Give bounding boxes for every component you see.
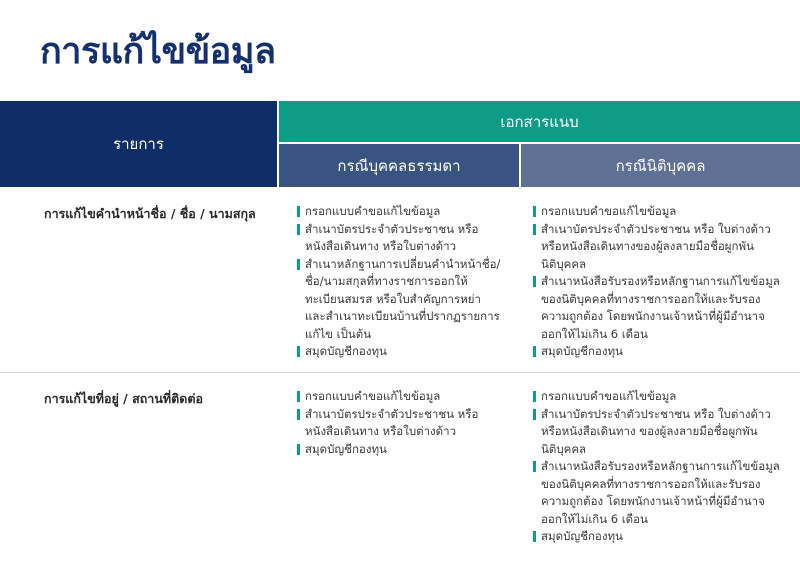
- row2-juristic-list: [533, 388, 783, 546]
- header-juristic: [521, 144, 800, 187]
- list-item: สำเนาบัตรประจำตัวประชาชน หรือ ใบต่างด้าว หรือหนังสือเดินทาง ของผู้ลงลายมือชื่อผูกพันนิติบุคคล: [533, 406, 783, 459]
- list-item: สำเนาบัตรประจำตัวประชาชน หรือหนังสือเดินทาง หรือใบต่างด้าว: [297, 406, 502, 441]
- row-label-address-change: การแก้ไขที่อยู่ / สถานที่ติดต่อ: [44, 391, 203, 406]
- header-documents: [279, 101, 800, 142]
- header-individual-label: กรณีบุคคลธรรมดา: [337, 156, 461, 175]
- page-title: การแก้ไขข้อมูล: [40, 31, 276, 72]
- list-item: กรอกแบบคำขอแก้ไขข้อมูล: [533, 388, 783, 406]
- row1-individual-list: [297, 203, 502, 361]
- row-divider: [0, 372, 800, 373]
- row-label-name-change: การแก้ไขคำนำหน้าชื่อ / ชื่อ / นามสกุล: [44, 206, 256, 221]
- header-item-label: รายการ: [113, 135, 164, 153]
- list-item: สำเนาบัตรประจำตัวประชาชน หรือ ใบต่างด้าว หรือหนังสือเดินทางของผู้ลงลายมือชื่อผูกพันนิติบุคคล: [533, 221, 783, 274]
- header-item: [0, 101, 277, 187]
- list-item: กรอกแบบคำขอแก้ไขข้อมูล: [297, 388, 502, 406]
- list-item: สำเนาหนังสือรับรองหรือหลักฐานการแก้ไขข้อมูลของนิติบุคคลที่ทางราชการออกให้และรับรองความถูกต้อง โดยพนักงานเจ้าหน้าที่ผู้มีอำนาจ ออกให้ไม่เกิน 6 เดือน: [533, 458, 783, 528]
- list-item: สมุดบัญชีกองทุน: [533, 343, 783, 361]
- list-item: สำเนาหลักฐานการเปลี่ยนคำนำหน้าชื่อ/ชื่อ/นามสกุลที่ทางราชการออกให้ ทะเบียนสมรส หรือใบสำคัญการหย่า และสำเนาทะเบียนบ้านที่ปรากฏรายการแก้ไข เป็นต้น: [297, 256, 502, 344]
- list-item: กรอกแบบคำขอแก้ไขข้อมูล: [533, 203, 783, 221]
- list-item: สมุดบัญชีกองทุน: [297, 343, 502, 361]
- list-item: สำเนาบัตรประจำตัวประชาชน หรือหนังสือเดินทาง หรือใบต่างด้าว: [297, 221, 502, 256]
- header-documents-label: เอกสารแนบ: [500, 112, 579, 131]
- list-item: สำเนาหนังสือรับรองหรือหลักฐานการแก้ไขข้อมูลของนิติบุคคลที่ทางราชการออกให้และรับรองความถูกต้อง โดยพนักงานเจ้าหน้าที่ผู้มีอำนาจ ออกให้ไม่เกิน 6 เดือน: [533, 273, 783, 343]
- list-item: สมุดบัญชีกองทุน: [533, 528, 783, 546]
- list-item: กรอกแบบคำขอแก้ไขข้อมูล: [297, 203, 502, 221]
- header-juristic-label: กรณีนิติบุคคล: [615, 156, 706, 175]
- row1-juristic-list: [533, 203, 783, 361]
- list-item: สมุดบัญชีกองทุน: [297, 441, 502, 459]
- row2-individual-list: [297, 388, 502, 458]
- header-individual: [279, 144, 519, 187]
